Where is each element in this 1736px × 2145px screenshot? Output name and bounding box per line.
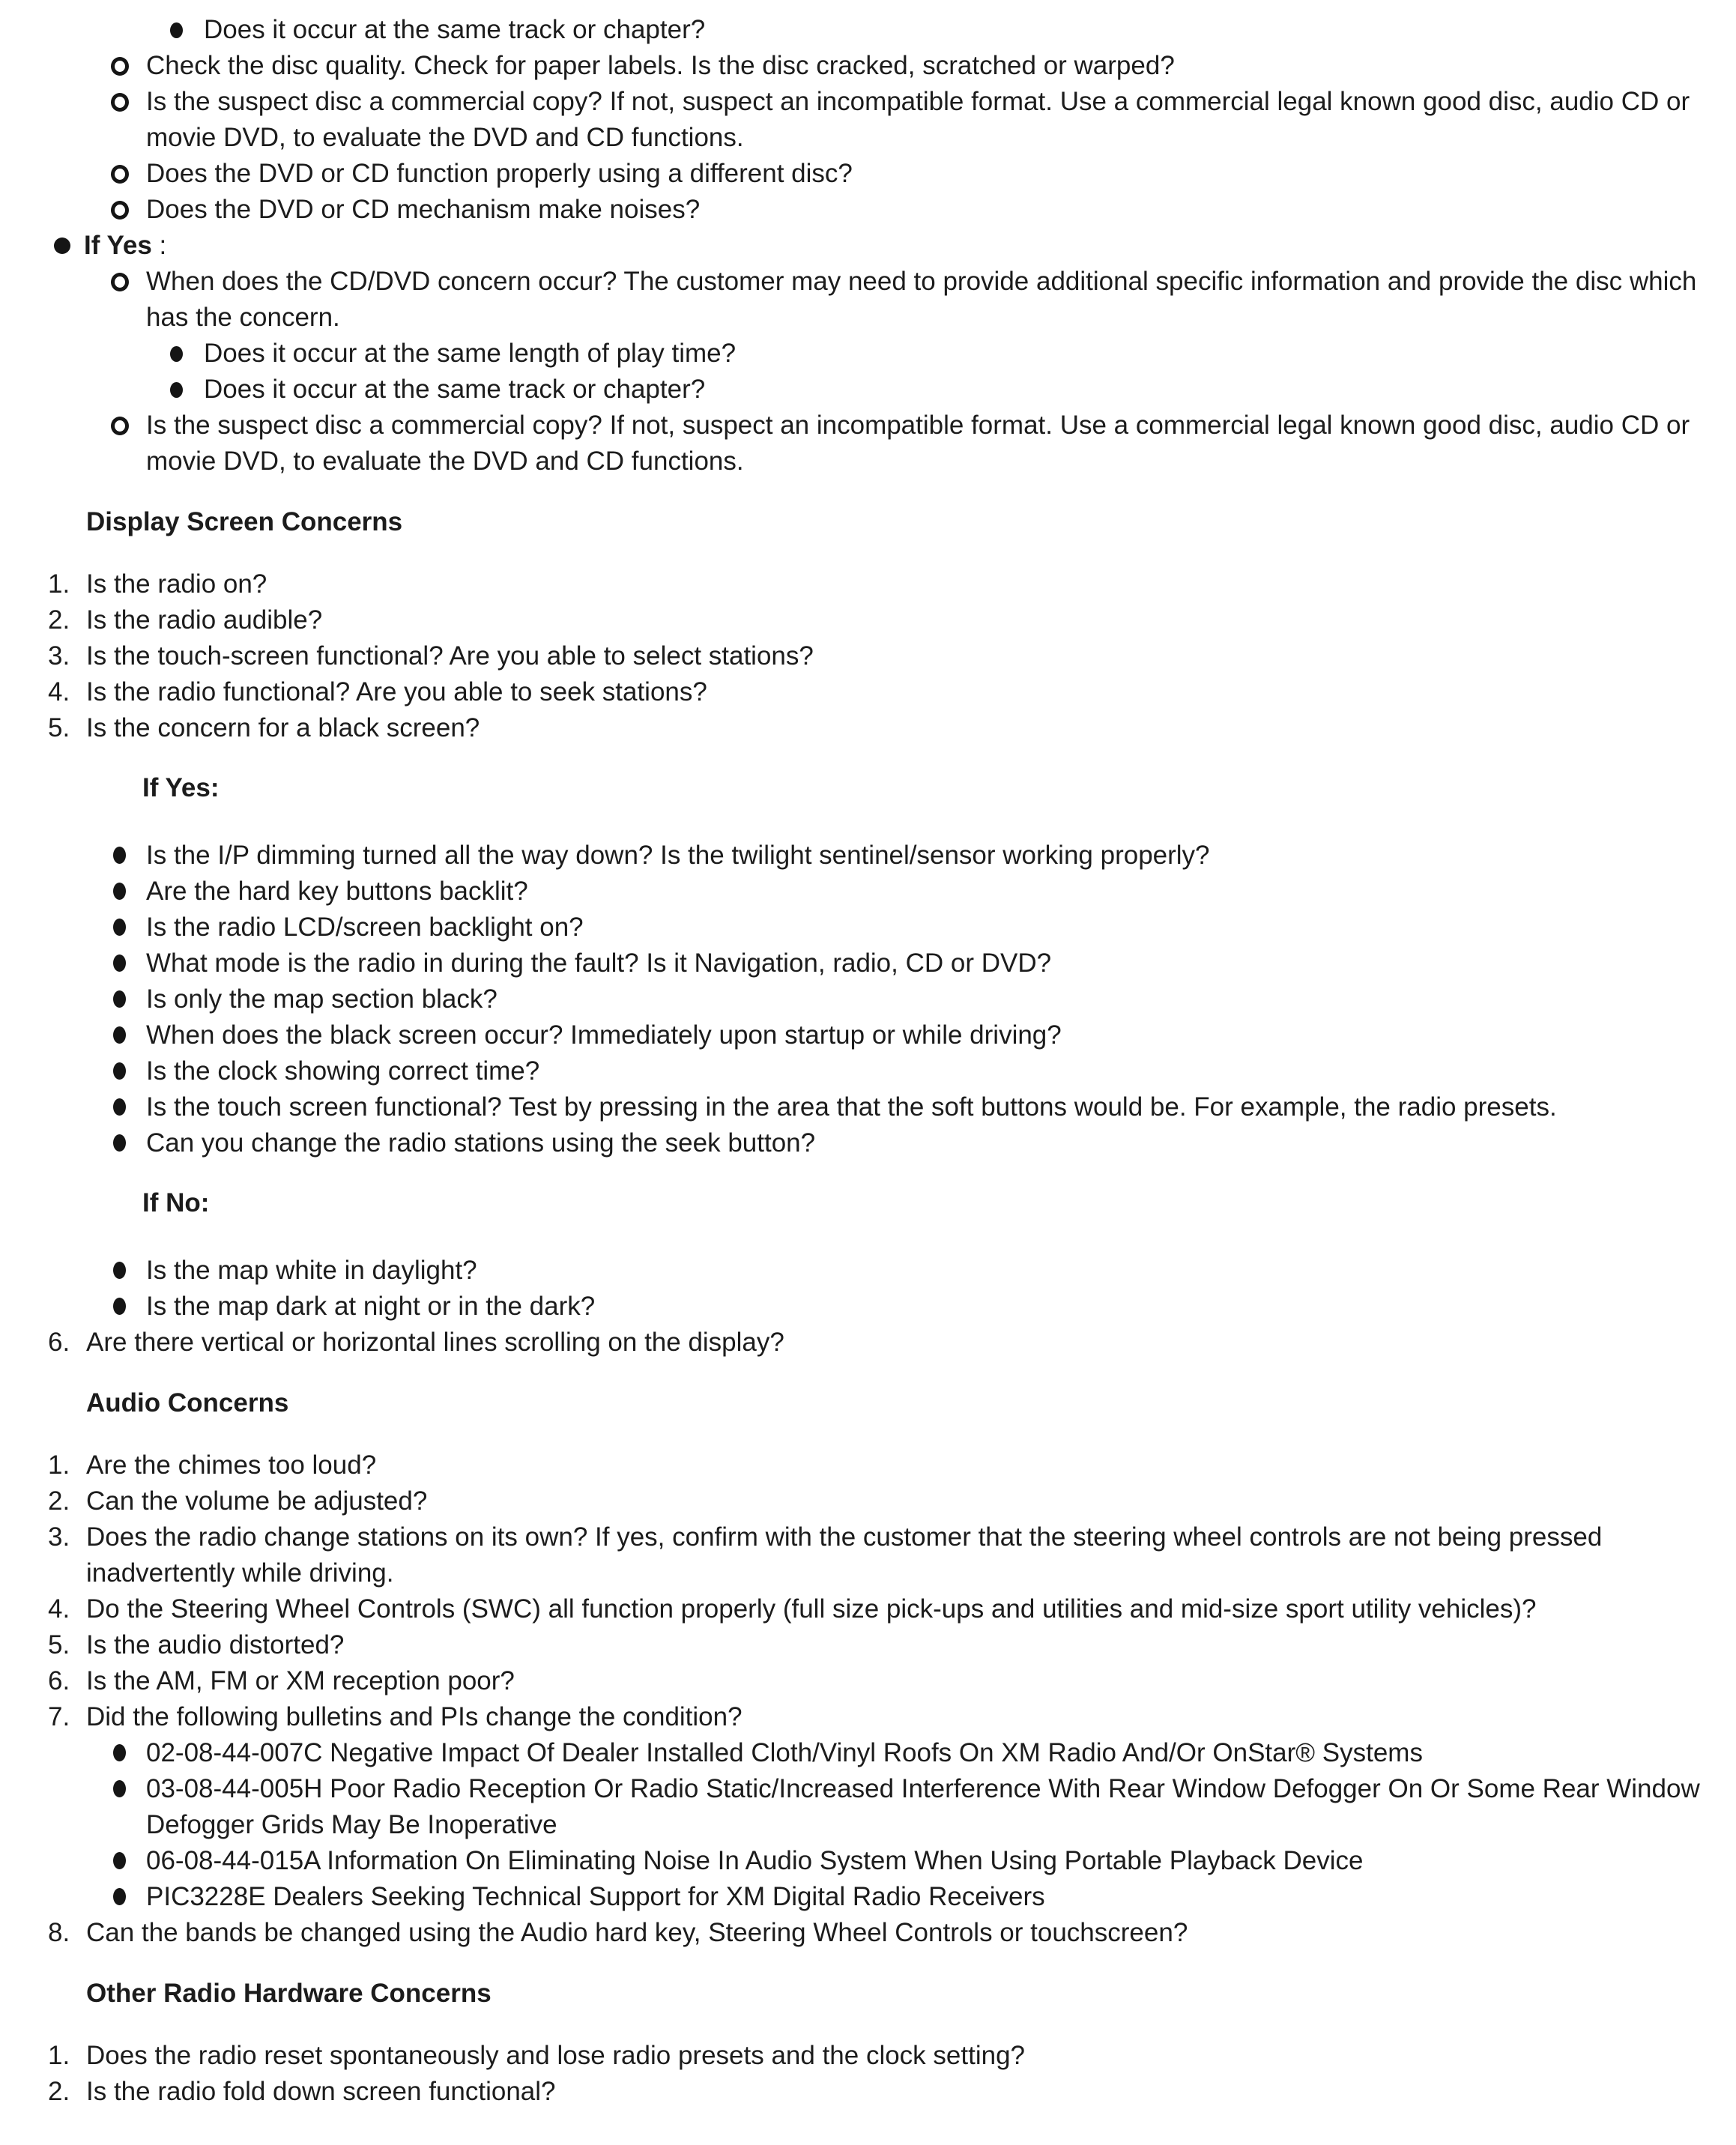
disc-bullet-icon bbox=[113, 1298, 126, 1315]
bullet-item bbox=[0, 48, 1736, 84]
bullet-item bbox=[0, 1843, 1736, 1879]
disc-bullet-icon bbox=[113, 990, 126, 1008]
item-text: PIC3228E Dealers Seeking Technical Support for XM Digital Radio Receivers bbox=[146, 1882, 1045, 1911]
item-text: Is the audio distorted? bbox=[86, 1630, 345, 1660]
disc-bullet-icon bbox=[113, 847, 126, 864]
disc-bullet-icon bbox=[170, 346, 183, 362]
disc-bullet-icon bbox=[113, 1852, 126, 1869]
disc-bullet-icon bbox=[113, 1262, 126, 1279]
item-text: If No: bbox=[142, 1188, 210, 1217]
list-number: 5. bbox=[48, 713, 70, 742]
item-text: Is the I/P dimming turned all the way down? Is the twilight sentinel/sensor working properly? bbox=[146, 841, 1210, 870]
disc-bullet-icon bbox=[113, 1134, 126, 1152]
list-number: 3. bbox=[48, 1522, 70, 1552]
item-text: Does the DVD or CD mechanism make noises? bbox=[146, 195, 701, 224]
item-text-bold: If Yes bbox=[84, 231, 152, 260]
item-text: Does it occur at the same track or chapter? bbox=[204, 375, 706, 404]
numbered-item bbox=[0, 710, 1736, 746]
item-text: Is the map dark at night or in the dark? bbox=[146, 1292, 596, 1321]
item-text: 03-08-44-005H Poor Radio Reception Or Radio Static/Increased Interference With Rear Window Defogger On Or Some Rear Window Defogger Grids May Be Inoperative bbox=[146, 1774, 1700, 1839]
list-number: 8. bbox=[48, 1918, 70, 1947]
item-text: Is the radio functional? Are you able to seek stations? bbox=[86, 677, 707, 707]
bullet-item bbox=[0, 1289, 1736, 1325]
item-text: When does the black screen occur? Immediately upon startup or while driving? bbox=[146, 1020, 1062, 1050]
item-text: Did the following bulletins and PIs change the condition? bbox=[86, 1702, 743, 1731]
circle-bullet-icon bbox=[111, 57, 129, 76]
item-text: Does it occur at the same length of play time? bbox=[204, 339, 737, 368]
item-text: Is the clock showing correct time? bbox=[146, 1056, 540, 1086]
list-number: 4. bbox=[48, 1594, 70, 1624]
list-number: 6. bbox=[48, 1666, 70, 1695]
item-text: Is the suspect disc a commercial copy? If not, suspect an incompatible format. Use a commercial legal known good disc, audio CD or movie DVD, to evaluate the DVD and CD functions. bbox=[146, 411, 1690, 476]
disc-bullet-icon bbox=[113, 1780, 126, 1797]
item-text: Is only the map section black? bbox=[146, 984, 497, 1014]
bullet-item bbox=[0, 264, 1736, 336]
list-number: 6. bbox=[48, 1328, 70, 1357]
bullet-item bbox=[0, 228, 1736, 264]
numbered-item bbox=[0, 1699, 1736, 1735]
item-text: When does the CD/DVD concern occur? The customer may need to provide additional specific information and provide the disc which has the concern. bbox=[146, 267, 1697, 332]
bullet-item bbox=[0, 408, 1736, 479]
disc-bullet-icon bbox=[113, 1888, 126, 1905]
bullet-item bbox=[0, 192, 1736, 228]
section-heading bbox=[0, 1976, 1736, 2012]
bullet-item bbox=[0, 874, 1736, 910]
item-text: Is the touch screen functional? Test by pressing in the area that the soft buttons would be. For example, the radio presets. bbox=[146, 1092, 1557, 1122]
circle-bullet-icon bbox=[111, 201, 129, 220]
numbered-item bbox=[0, 602, 1736, 638]
bullet-item bbox=[0, 838, 1736, 874]
bullet-item bbox=[0, 1879, 1736, 1915]
condition-subheading bbox=[0, 1185, 1736, 1221]
numbered-item bbox=[0, 1591, 1736, 1627]
item-text: Are the chimes too loud? bbox=[86, 1450, 377, 1480]
item-text: Is the suspect disc a commercial copy? If not, suspect an incompatible format. Use a commercial legal known good disc, audio CD or movie DVD, to evaluate the DVD and CD functions. bbox=[146, 87, 1690, 152]
item-text: Is the concern for a black screen? bbox=[86, 713, 480, 742]
list-number: 4. bbox=[48, 677, 70, 707]
item-text: Can the volume be adjusted? bbox=[86, 1486, 428, 1516]
bullet-item bbox=[0, 336, 1736, 372]
disc-bullet-icon bbox=[170, 22, 183, 38]
item-text: Audio Concerns bbox=[86, 1388, 289, 1418]
numbered-item bbox=[0, 1915, 1736, 1951]
item-text: Is the radio on? bbox=[86, 569, 267, 599]
numbered-item bbox=[0, 1325, 1736, 1361]
item-text: Is the AM, FM or XM reception poor? bbox=[86, 1666, 515, 1695]
bullet-item bbox=[0, 946, 1736, 981]
circle-bullet-icon bbox=[111, 93, 129, 112]
bullet-item bbox=[0, 1771, 1736, 1843]
circle-bullet-icon bbox=[111, 417, 129, 435]
numbered-item bbox=[0, 2038, 1736, 2074]
bullet-item bbox=[0, 84, 1736, 156]
item-text: Can you change the radio stations using the seek button? bbox=[146, 1128, 816, 1158]
bullet-item bbox=[0, 1089, 1736, 1125]
numbered-item bbox=[0, 674, 1736, 710]
item-text: Are the hard key buttons backlit? bbox=[146, 877, 528, 906]
list-number: 3. bbox=[48, 641, 70, 671]
item-text: Does the radio change stations on its own? If yes, confirm with the customer that the steering wheel controls are not being pressed inadvertently while driving. bbox=[86, 1522, 1603, 1588]
bullet-item bbox=[0, 372, 1736, 408]
bullet-item bbox=[0, 1017, 1736, 1053]
disc-bullet-icon bbox=[113, 1062, 126, 1080]
disc-bullet-icon bbox=[113, 919, 126, 936]
disc-bullet-icon bbox=[170, 382, 183, 398]
item-text: Is the radio fold down screen functional? bbox=[86, 2077, 556, 2106]
numbered-item bbox=[0, 1627, 1736, 1663]
list-number: 5. bbox=[48, 1630, 70, 1660]
item-text: Is the radio audible? bbox=[86, 605, 323, 635]
item-text: Is the touch-screen functional? Are you able to select stations? bbox=[86, 641, 814, 671]
item-text: Other Radio Hardware Concerns bbox=[86, 1979, 492, 2008]
numbered-item bbox=[0, 1519, 1736, 1591]
item-text: Can the bands be changed using the Audio hard key, Steering Wheel Controls or touchscreen? bbox=[86, 1918, 1188, 1947]
disc-bullet-icon bbox=[113, 1098, 126, 1116]
numbered-item bbox=[0, 2074, 1736, 2110]
bullet-item bbox=[0, 1053, 1736, 1089]
condition-subheading bbox=[0, 770, 1736, 806]
list-number: 2. bbox=[48, 1486, 70, 1516]
list-number: 1. bbox=[48, 2041, 70, 2070]
disc-bullet-icon bbox=[113, 954, 126, 972]
bullet-item bbox=[0, 910, 1736, 946]
item-text: 06-08-44-015A Information On Eliminating Noise In Audio System When Using Portable Playback Device bbox=[146, 1846, 1364, 1875]
bullet-item bbox=[0, 1125, 1736, 1161]
disc-bullet-icon bbox=[113, 1026, 126, 1044]
item-text: Does the radio reset spontaneously and lose radio presets and the clock setting? bbox=[86, 2041, 1025, 2070]
numbered-item bbox=[0, 1483, 1736, 1519]
numbered-item bbox=[0, 566, 1736, 602]
numbered-item bbox=[0, 638, 1736, 674]
document-body bbox=[0, 12, 1736, 2110]
list-number: 2. bbox=[48, 605, 70, 635]
item-text: 02-08-44-007C Negative Impact Of Dealer Installed Cloth/Vinyl Roofs On XM Radio And/Or OnStar® Systems bbox=[146, 1738, 1423, 1767]
item-text: What mode is the radio in during the fault? Is it Navigation, radio, CD or DVD? bbox=[146, 949, 1052, 978]
list-number: 2. bbox=[48, 2077, 70, 2106]
disc-bullet-icon bbox=[54, 238, 70, 254]
item-text: If Yes: bbox=[142, 773, 220, 802]
item-text: Check the disc quality. Check for paper labels. Is the disc cracked, scratched or warped? bbox=[146, 51, 1175, 80]
list-number: 1. bbox=[48, 1450, 70, 1480]
item-text: Does it occur at the same track or chapter? bbox=[204, 15, 706, 44]
numbered-item bbox=[0, 1663, 1736, 1699]
bullet-item bbox=[0, 156, 1736, 192]
bullet-item bbox=[0, 1253, 1736, 1289]
bullet-item bbox=[0, 981, 1736, 1017]
item-text bbox=[84, 228, 1720, 264]
list-number: 7. bbox=[48, 1702, 70, 1731]
circle-bullet-icon bbox=[111, 165, 129, 184]
disc-bullet-icon bbox=[113, 1744, 126, 1761]
section-heading bbox=[0, 1385, 1736, 1421]
item-text-rest: : bbox=[151, 231, 167, 260]
disc-bullet-icon bbox=[113, 883, 126, 900]
circle-bullet-icon bbox=[111, 273, 129, 291]
section-heading bbox=[0, 504, 1736, 540]
item-text: Display Screen Concerns bbox=[86, 507, 403, 536]
bullet-item bbox=[0, 12, 1736, 48]
item-text: Is the map white in daylight? bbox=[146, 1256, 477, 1285]
item-text: Does the DVD or CD function properly using a different disc? bbox=[146, 159, 853, 188]
item-text: Do the Steering Wheel Controls (SWC) all function properly (full size pick-ups and utilities and mid-size sport utility vehicles)? bbox=[86, 1594, 1537, 1624]
list-number: 1. bbox=[48, 569, 70, 599]
item-text: Are there vertical or horizontal lines scrolling on the display? bbox=[86, 1328, 784, 1357]
numbered-item bbox=[0, 1447, 1736, 1483]
item-text: Is the radio LCD/screen backlight on? bbox=[146, 913, 584, 942]
bullet-item bbox=[0, 1735, 1736, 1771]
